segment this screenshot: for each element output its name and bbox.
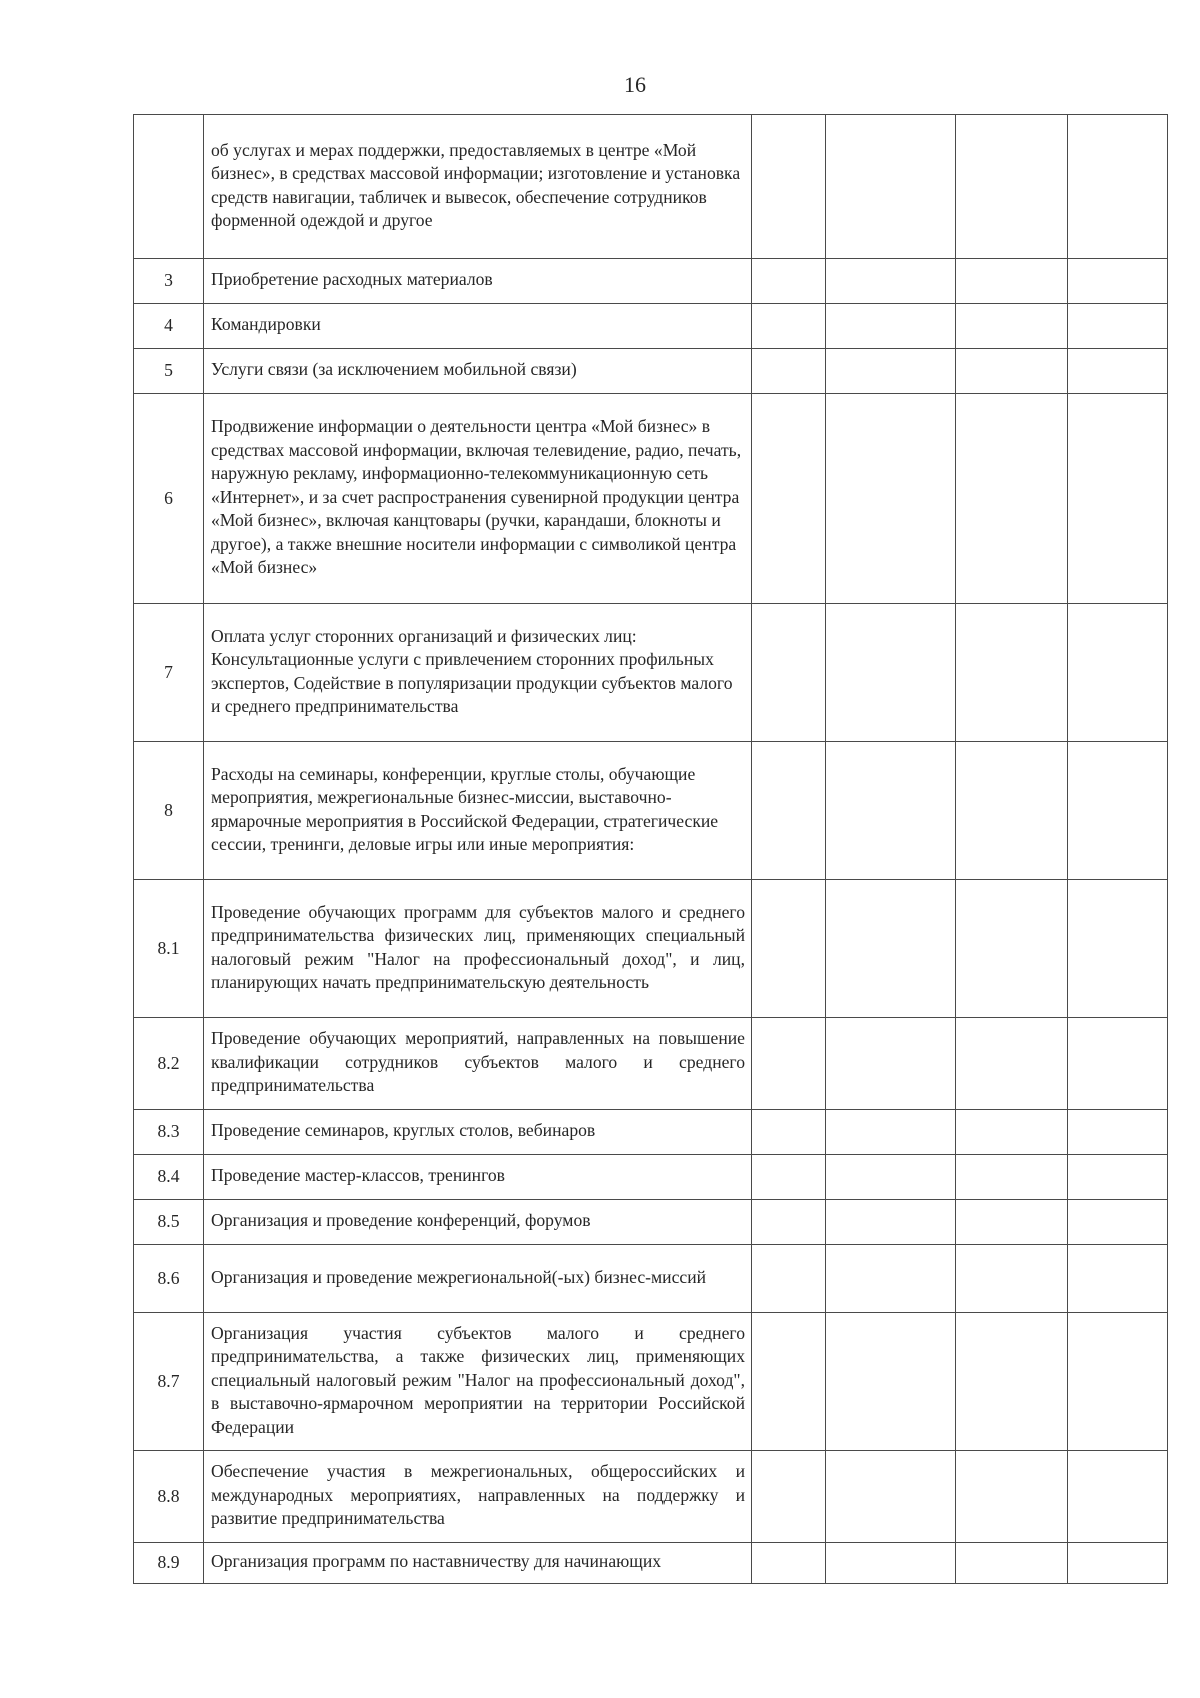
empty-cell [826, 115, 956, 259]
empty-cell [752, 115, 826, 259]
empty-cell [826, 742, 956, 880]
row-number: 7 [134, 604, 204, 742]
table-row [134, 1543, 1168, 1584]
row-number: 4 [134, 304, 204, 349]
empty-cell [826, 1200, 956, 1245]
empty-cell [826, 1155, 956, 1200]
empty-cell [1068, 1313, 1168, 1451]
empty-cell [956, 394, 1068, 604]
empty-cell [956, 742, 1068, 880]
empty-cell [826, 1018, 956, 1110]
table-row [134, 259, 1168, 304]
empty-cell [826, 1451, 956, 1543]
table-row [134, 880, 1168, 1018]
empty-cell [1068, 1245, 1168, 1313]
row-number: 8 [134, 742, 204, 880]
row-number: 3 [134, 259, 204, 304]
table-row [134, 394, 1168, 604]
row-number: 6 [134, 394, 204, 604]
row-description: Проведение мастер-классов, тренингов [204, 1155, 752, 1200]
table-row [134, 115, 1168, 259]
empty-cell [752, 259, 826, 304]
row-description: Обеспечение участия в межрегиональных, общероссийских и международных мероприятиях, направленных на поддержку и развитие предпринимательства [204, 1451, 752, 1543]
empty-cell [1068, 880, 1168, 1018]
row-number: 8.6 [134, 1245, 204, 1313]
row-number: 8.4 [134, 1155, 204, 1200]
table-row [134, 349, 1168, 394]
row-description: Услуги связи (за исключением мобильной связи) [204, 349, 752, 394]
row-number [134, 115, 204, 259]
empty-cell [826, 349, 956, 394]
empty-cell [752, 1543, 826, 1584]
empty-cell [1068, 349, 1168, 394]
empty-cell [752, 1451, 826, 1543]
empty-cell [1068, 1018, 1168, 1110]
row-description: Организация участия субъектов малого и среднего предпринимательства, а также физических лиц, применяющих специальный налоговый режим "Налог на профессиональный доход", в выставочно-ярмарочном мероприятии на территории Российской Федерации [204, 1313, 752, 1451]
row-number: 8.2 [134, 1018, 204, 1110]
empty-cell [956, 1018, 1068, 1110]
empty-cell [826, 604, 956, 742]
empty-cell [956, 1200, 1068, 1245]
empty-cell [1068, 1155, 1168, 1200]
empty-cell [956, 880, 1068, 1018]
table-row [134, 1313, 1168, 1451]
row-description: Организация и проведение межрегиональной(-ых) бизнес-миссий [204, 1245, 752, 1313]
row-number: 8.3 [134, 1110, 204, 1155]
table-row [134, 304, 1168, 349]
empty-cell [752, 1200, 826, 1245]
table-row [134, 742, 1168, 880]
empty-cell [752, 1245, 826, 1313]
row-description: Проведение обучающих программ для субъектов малого и среднего предпринимательства физических лиц, применяющих специальный налоговый режим "Налог на профессиональный доход", и лиц, планирующих начать предпринимательскую деятельность [204, 880, 752, 1018]
row-description: Приобретение расходных материалов [204, 259, 752, 304]
row-description: Проведение обучающих мероприятий, направленных на повышение квалификации сотрудников субъектов малого и среднего предпринимательства [204, 1018, 752, 1110]
row-number: 8.7 [134, 1313, 204, 1451]
empty-cell [956, 259, 1068, 304]
page-number: 16 [624, 72, 646, 97]
expense-table [133, 114, 1168, 1584]
empty-cell [752, 349, 826, 394]
empty-cell [752, 880, 826, 1018]
row-number: 8.1 [134, 880, 204, 1018]
empty-cell [956, 304, 1068, 349]
row-number: 8.8 [134, 1451, 204, 1543]
row-description: Командировки [204, 304, 752, 349]
empty-cell [956, 1313, 1068, 1451]
empty-cell [956, 1543, 1068, 1584]
empty-cell [1068, 394, 1168, 604]
empty-cell [1068, 1451, 1168, 1543]
empty-cell [826, 880, 956, 1018]
empty-cell [1068, 259, 1168, 304]
table-row [134, 1155, 1168, 1200]
table-row [134, 1451, 1168, 1543]
empty-cell [956, 1245, 1068, 1313]
empty-cell [956, 604, 1068, 742]
empty-cell [1068, 304, 1168, 349]
expense-table-body [134, 115, 1168, 1584]
empty-cell [752, 304, 826, 349]
empty-cell [752, 1018, 826, 1110]
empty-cell [956, 1110, 1068, 1155]
empty-cell [826, 1245, 956, 1313]
empty-cell [826, 394, 956, 604]
empty-cell [1068, 1200, 1168, 1245]
empty-cell [1068, 1543, 1168, 1584]
table-row [134, 1200, 1168, 1245]
empty-cell [826, 1313, 956, 1451]
row-number: 8.9 [134, 1543, 204, 1584]
empty-cell [1068, 115, 1168, 259]
empty-cell [956, 1451, 1068, 1543]
empty-cell [826, 1110, 956, 1155]
row-description: Проведение семинаров, круглых столов, вебинаров [204, 1110, 752, 1155]
table-row [134, 1018, 1168, 1110]
table-row [134, 604, 1168, 742]
empty-cell [1068, 742, 1168, 880]
empty-cell [956, 115, 1068, 259]
empty-cell [752, 742, 826, 880]
empty-cell [826, 259, 956, 304]
row-number: 8.5 [134, 1200, 204, 1245]
row-description: об услугах и мерах поддержки, предоставляемых в центре «Мой бизнес», в средствах массовой информации; изготовление и установка средств навигации, табличек и вывесок, обеспечение сотрудников форменной одеждой и другое [204, 115, 752, 259]
empty-cell [826, 1543, 956, 1584]
row-description: Организация программ по наставничеству для начинающих [204, 1543, 752, 1584]
table-row [134, 1245, 1168, 1313]
row-description: Расходы на семинары, конференции, круглые столы, обучающие мероприятия, межрегиональные бизнес-миссии, выставочно-ярмарочные мероприятия в Российской Федерации, стратегические сессии, тренинги, деловые игры или иные мероприятия: [204, 742, 752, 880]
row-description: Организация и проведение конференций, форумов [204, 1200, 752, 1245]
empty-cell [752, 604, 826, 742]
empty-cell [752, 1313, 826, 1451]
empty-cell [826, 304, 956, 349]
row-description: Оплата услуг сторонних организаций и физических лиц: Консультационные услуги с привлечением сторонних профильных экспертов, Содействие в популяризации продукции субъектов малого и среднего предпринимательства [204, 604, 752, 742]
empty-cell [956, 349, 1068, 394]
row-description: Продвижение информации о деятельности центра «Мой бизнес» в средствах массовой информации, включая телевидение, радио, печать, наружную рекламу, информационно-телекоммуникационную сеть «Интернет», и за счет распространения сувенирной продукции центра «Мой бизнес», включая канцтовары (ручки, карандаши, блокноты и другое), а также внешние носители информации с символикой центра «Мой бизнес» [204, 394, 752, 604]
row-number: 5 [134, 349, 204, 394]
empty-cell [752, 1155, 826, 1200]
empty-cell [1068, 604, 1168, 742]
table-row [134, 1110, 1168, 1155]
empty-cell [752, 1110, 826, 1155]
empty-cell [1068, 1110, 1168, 1155]
empty-cell [956, 1155, 1068, 1200]
empty-cell [752, 394, 826, 604]
